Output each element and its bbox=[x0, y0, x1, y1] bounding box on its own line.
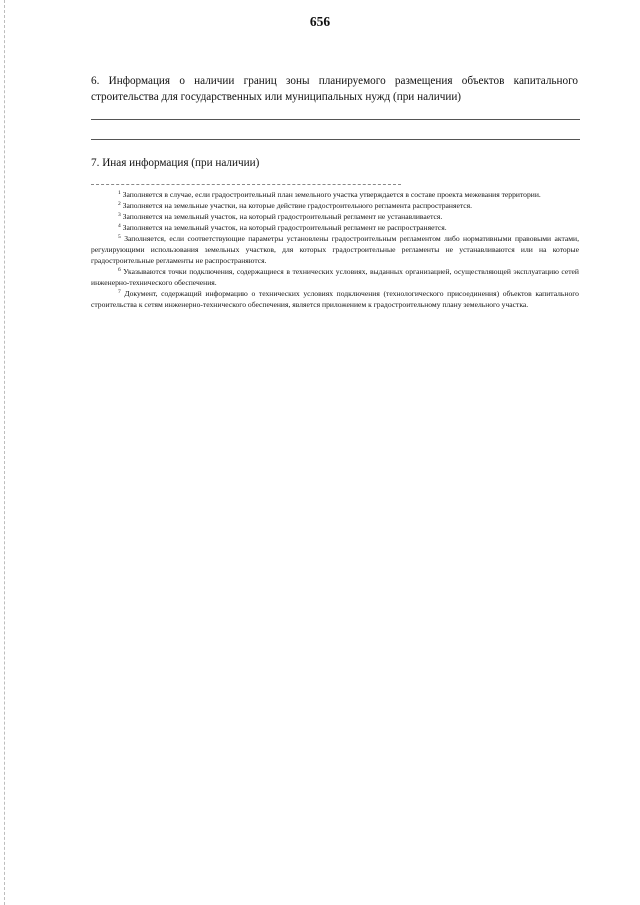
footnote-mark: 1 bbox=[118, 190, 121, 196]
footnote-text: Заполняется на земельный участок, на который градостроительный регламент не устанавливается. bbox=[122, 212, 443, 221]
footnote-separator bbox=[91, 184, 401, 185]
section-7-heading: 7. Иная информация (при наличии) bbox=[91, 157, 260, 169]
footnote-mark: 4 bbox=[118, 223, 121, 229]
footnote-text: Документ, содержащий информацию о технических условиях подключения (технологического присоединения) объектов капитального строительства к сетям инженерно-технического обеспечения, является приложением к градостроительному плану земельного участка. bbox=[91, 289, 579, 309]
fill-line bbox=[91, 139, 580, 140]
footnote-mark: 6 bbox=[118, 267, 121, 273]
footnote-text: Заполняется на земельные участки, на которые действие градостроительного регламента распространяется. bbox=[122, 201, 472, 210]
section-6-heading: 6. Информация о наличии границ зоны планируемого размещения объектов капитального строительства для государственных или муниципальных нужд (при наличии) bbox=[91, 75, 578, 103]
fill-line bbox=[91, 119, 580, 120]
footnote-2 bbox=[91, 200, 579, 211]
footnote-5 bbox=[91, 233, 579, 266]
footnote-text: Заполняется, если соответствующие параметры установлены градостроительным регламентом либо нормативными правовыми актами, регулирующими использования земельных участков, для которых градостроительные регламенты не устанавливаются или на которые градостроительные регламенты не распространяются. bbox=[91, 234, 580, 265]
footnote-1 bbox=[91, 189, 579, 200]
page-number: 656 bbox=[309, 14, 331, 29]
footnote-text: Указываются точки подключения, содержащиеся в технических условиях, выданных организацией, осуществляющей эксплуатацию сетей инженерно-технического обеспечения. bbox=[91, 267, 579, 287]
footnote-mark: 7 bbox=[118, 289, 121, 295]
footnote-text: Заполняется на земельный участок, на который градостроительный регламент не распространяется. bbox=[122, 223, 447, 232]
footnote-6 bbox=[91, 266, 579, 288]
footnote-text: Заполняется в случае, если градостроительный план земельного участка утверждается в составе проекта межевания территории. bbox=[122, 190, 541, 199]
footnote-3 bbox=[91, 211, 579, 222]
footnotes bbox=[91, 189, 579, 310]
footnote-mark: 3 bbox=[118, 212, 121, 218]
footnote-4 bbox=[91, 222, 579, 233]
footnote-7 bbox=[91, 288, 579, 310]
scan-edge-line bbox=[4, 0, 5, 905]
footnote-mark: 5 bbox=[118, 234, 121, 240]
footnote-mark: 2 bbox=[118, 201, 121, 207]
